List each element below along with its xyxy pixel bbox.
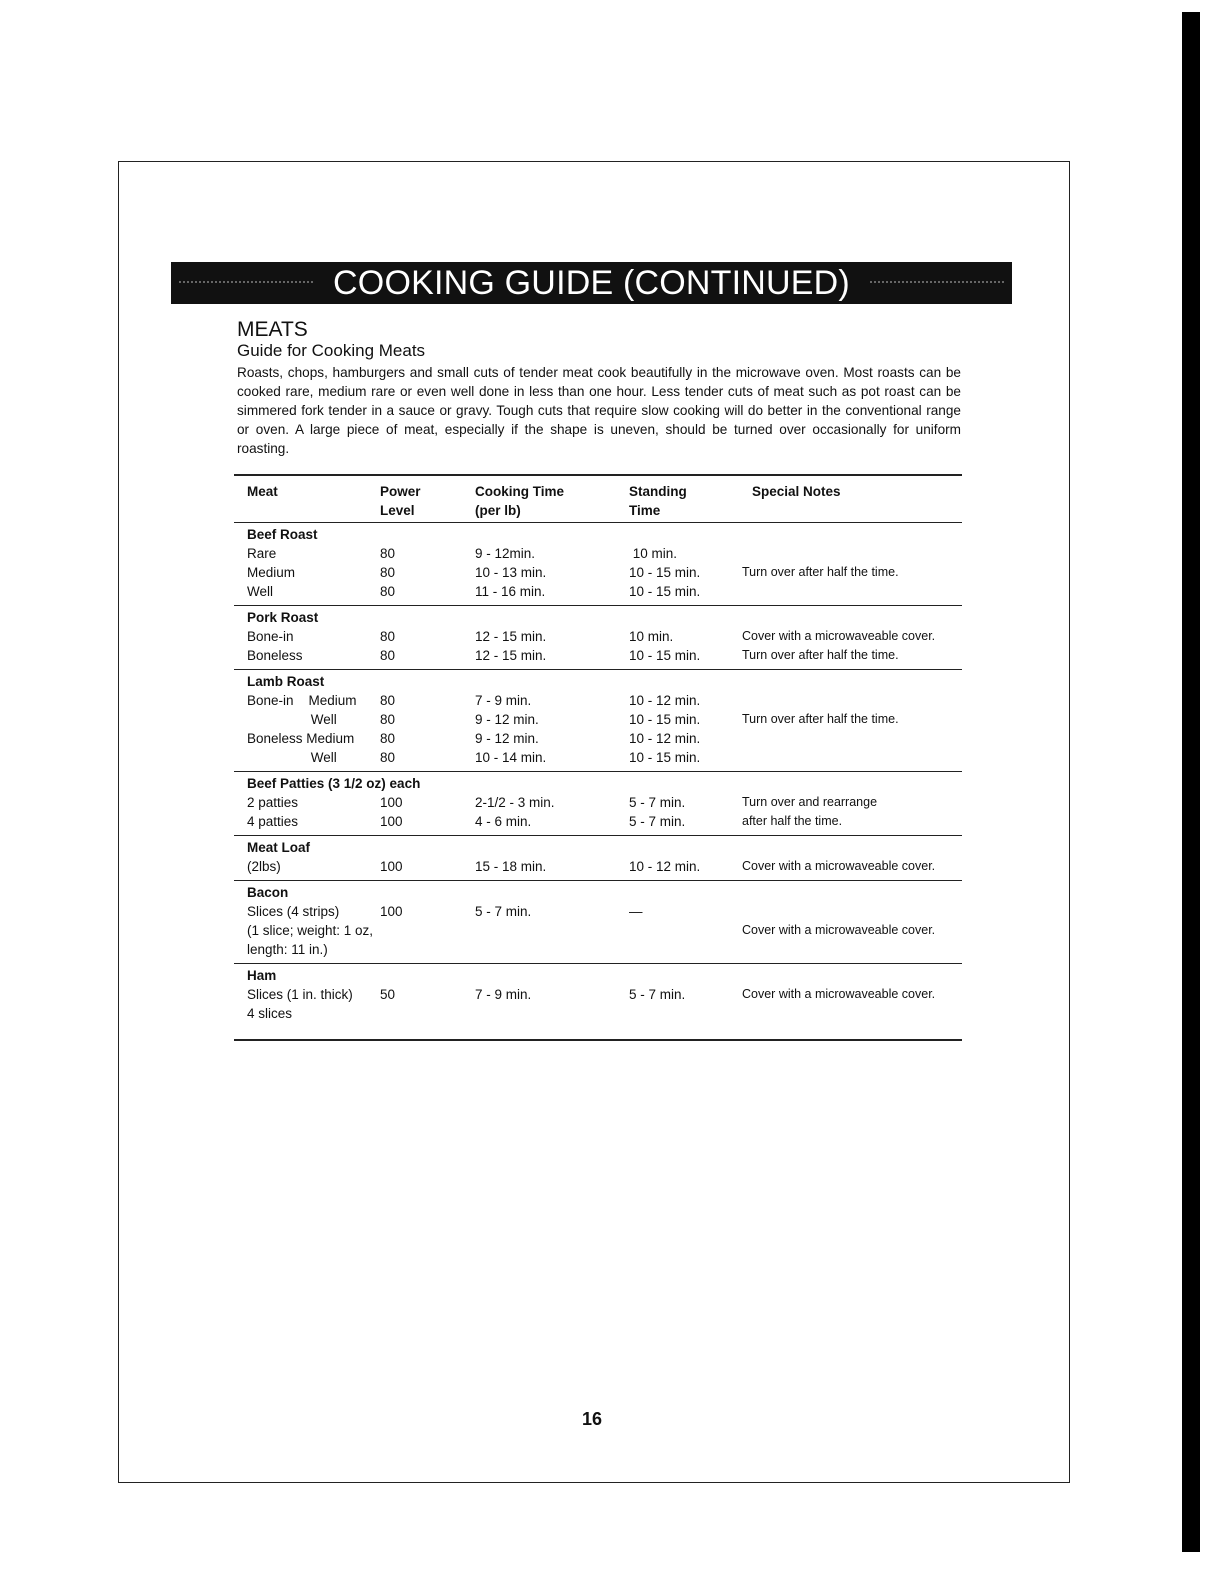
cell-meat: 4 slices <box>247 1006 293 1021</box>
banner-dots-left <box>179 281 313 285</box>
cell-meat: (1 slice; weight: 1 oz, <box>247 923 374 938</box>
group-title-row <box>234 608 962 627</box>
table-group <box>234 881 962 963</box>
group-title: Beef Patties (3 1/2 oz) each <box>247 776 421 791</box>
header-cooking-line1: Cooking Time <box>475 484 565 499</box>
cell-meat: Rare <box>247 546 277 561</box>
header-power <box>380 482 421 520</box>
cell-notes: Turn over after half the time. <box>742 712 899 726</box>
cell-standing-time: 10 - 15 min. <box>629 565 701 580</box>
cell-meat: Well <box>247 584 274 599</box>
cell-cooking-time: 11 - 16 min. <box>475 584 546 599</box>
header-cooking-time <box>475 482 564 520</box>
cell-cooking-time: 7 - 9 min. <box>475 693 532 708</box>
cell-power: 100 <box>380 904 403 919</box>
table-group <box>234 606 962 669</box>
intro-paragraph: Roasts, chops, hamburgers and small cuts of tender meat cook beautifully in the microwave oven. Most roasts can be cooked rare, medium rare or even well done in less than one hour. Less tender cuts of meat such as pot roast can be simmered fork tender in a sauce or gravy. Tough cuts that require slow cooking will do better in the conventional range or oven. A large piece of meat, especially if the shape is uneven, should be turned over occasionally for uniform roasting. <box>237 365 961 456</box>
table-row <box>234 1004 962 1023</box>
banner-dots-right <box>870 281 1004 285</box>
table-row <box>234 857 962 876</box>
cell-standing-time: 10 min. <box>629 629 674 644</box>
group-title: Pork Roast <box>247 610 319 625</box>
table-row <box>234 812 962 831</box>
group-title-row <box>234 774 962 793</box>
cell-notes: Cover with a microwaveable cover. <box>742 923 936 937</box>
cell-meat: Boneless <box>247 648 303 663</box>
cell-standing-time: 10 - 15 min. <box>629 648 701 663</box>
cell-power: 80 <box>380 565 396 580</box>
table-row <box>234 627 962 646</box>
cell-meat: Slices (1 in. thick) <box>247 987 353 1002</box>
header-meat: Meat <box>247 484 278 499</box>
cell-notes: Cover with a microwaveable cover. <box>742 987 936 1001</box>
cell-standing-time: 5 - 7 min. <box>629 987 686 1002</box>
group-title-row <box>234 966 962 985</box>
cell-standing-time: 10 - 15 min. <box>629 584 701 599</box>
cell-cooking-time: 7 - 9 min. <box>475 987 532 1002</box>
group-title: Ham <box>247 968 277 983</box>
table-group <box>234 670 962 771</box>
cell-meat: Well <box>247 712 337 727</box>
table-row <box>234 646 962 665</box>
cell-power: 100 <box>380 795 403 810</box>
cell-standing-time: 10 - 15 min. <box>629 712 701 727</box>
table-row <box>234 793 962 812</box>
group-title-row <box>234 838 962 857</box>
cell-cooking-time: 9 - 12 min. <box>475 712 539 727</box>
cell-cooking-time: 15 - 18 min. <box>475 859 547 874</box>
cell-cooking-time: 5 - 7 min. <box>475 904 532 919</box>
cell-meat: length: 11 in.) <box>247 942 328 957</box>
header-special-notes: Special Notes <box>752 484 841 499</box>
cell-meat: Medium <box>247 565 296 580</box>
table-row <box>234 940 962 959</box>
table-row <box>234 691 962 710</box>
cell-meat: Bone-in Medium <box>247 693 357 708</box>
group-title: Meat Loaf <box>247 840 311 855</box>
header-standing-time <box>629 482 687 520</box>
table-row <box>234 563 962 582</box>
table-group <box>234 964 962 1027</box>
cell-power: 80 <box>380 693 396 708</box>
table-row <box>234 902 962 921</box>
table-header <box>234 476 962 522</box>
cell-cooking-time: 10 - 14 min. <box>475 750 547 765</box>
group-title-row <box>234 672 962 691</box>
cell-standing-time: 10 - 12 min. <box>629 731 701 746</box>
cell-power: 100 <box>380 814 403 829</box>
cell-meat: Boneless Medium <box>247 731 355 746</box>
cell-standing-time: 10 - 12 min. <box>629 693 701 708</box>
cell-power: 100 <box>380 859 403 874</box>
table-row <box>234 544 962 563</box>
cell-cooking-time: 10 - 13 min. <box>475 565 547 580</box>
cell-standing-time: 5 - 7 min. <box>629 814 686 829</box>
table-row <box>234 748 962 767</box>
table-group <box>234 836 962 880</box>
cell-standing-time: 10 min. <box>629 546 678 561</box>
section-subtitle: Guide for Cooking Meats <box>237 341 426 360</box>
table-row <box>234 582 962 601</box>
cell-standing-time: 5 - 7 min. <box>629 795 686 810</box>
cell-meat: Slices (4 strips) <box>247 904 340 919</box>
table-row <box>234 985 962 1004</box>
cell-meat: Bone-in <box>247 629 294 644</box>
cell-meat: Well <box>247 750 337 765</box>
table-row <box>234 921 962 940</box>
cell-power: 80 <box>380 584 396 599</box>
cooking-table <box>234 474 962 1041</box>
cell-notes: after half the time. <box>742 814 843 828</box>
cell-cooking-time: 12 - 15 min. <box>475 648 547 663</box>
table-group <box>234 772 962 835</box>
page-number: 16 <box>581 1409 603 1429</box>
cell-standing-time: 10 - 12 min. <box>629 859 701 874</box>
cell-meat: 4 patties <box>247 814 299 829</box>
cell-power: 80 <box>380 648 396 663</box>
banner-title: COOKING GUIDE (CONTINUED) <box>333 263 850 302</box>
cell-notes: Turn over after half the time. <box>742 565 899 579</box>
cell-power: 80 <box>380 712 396 727</box>
cell-cooking-time: 4 - 6 min. <box>475 814 532 829</box>
section-title: MEATS <box>237 318 308 341</box>
group-title-row <box>234 525 962 544</box>
table-row <box>234 729 962 748</box>
cell-power: 50 <box>380 987 396 1002</box>
cell-standing-time: — <box>629 904 643 919</box>
cell-notes: Turn over after half the time. <box>742 648 899 662</box>
header-standing-line1: Standing <box>629 484 687 499</box>
scan-edge-bar <box>1182 12 1200 1552</box>
table-bottom-rule <box>234 1039 962 1041</box>
section-banner <box>171 262 1012 304</box>
cell-cooking-time: 9 - 12min. <box>475 546 536 561</box>
cell-cooking-time: 2-1/2 - 3 min. <box>475 795 555 810</box>
header-cooking-line2: (per lb) <box>475 503 521 518</box>
cell-meat: 2 patties <box>247 795 299 810</box>
group-title-row <box>234 883 962 902</box>
table-group <box>234 523 962 605</box>
group-title: Lamb Roast <box>247 674 325 689</box>
table-body <box>234 522 962 1027</box>
header-power-line2: Level <box>380 503 415 518</box>
cell-power: 80 <box>380 629 396 644</box>
group-title: Beef Roast <box>247 527 318 542</box>
cell-power: 80 <box>380 750 396 765</box>
cell-notes: Cover with a microwaveable cover. <box>742 629 936 643</box>
cell-cooking-time: 12 - 15 min. <box>475 629 547 644</box>
cell-notes: Cover with a microwaveable cover. <box>742 859 936 873</box>
cell-meat: (2lbs) <box>247 859 281 874</box>
cell-notes: Turn over and rearrange <box>742 795 878 809</box>
header-power-line1: Power <box>380 484 421 499</box>
cell-power: 80 <box>380 731 396 746</box>
cell-power: 80 <box>380 546 396 561</box>
group-title: Bacon <box>247 885 289 900</box>
cell-cooking-time: 9 - 12 min. <box>475 731 539 746</box>
cell-standing-time: 10 - 15 min. <box>629 750 701 765</box>
header-standing-line2: Time <box>629 503 661 518</box>
table-row <box>234 710 962 729</box>
